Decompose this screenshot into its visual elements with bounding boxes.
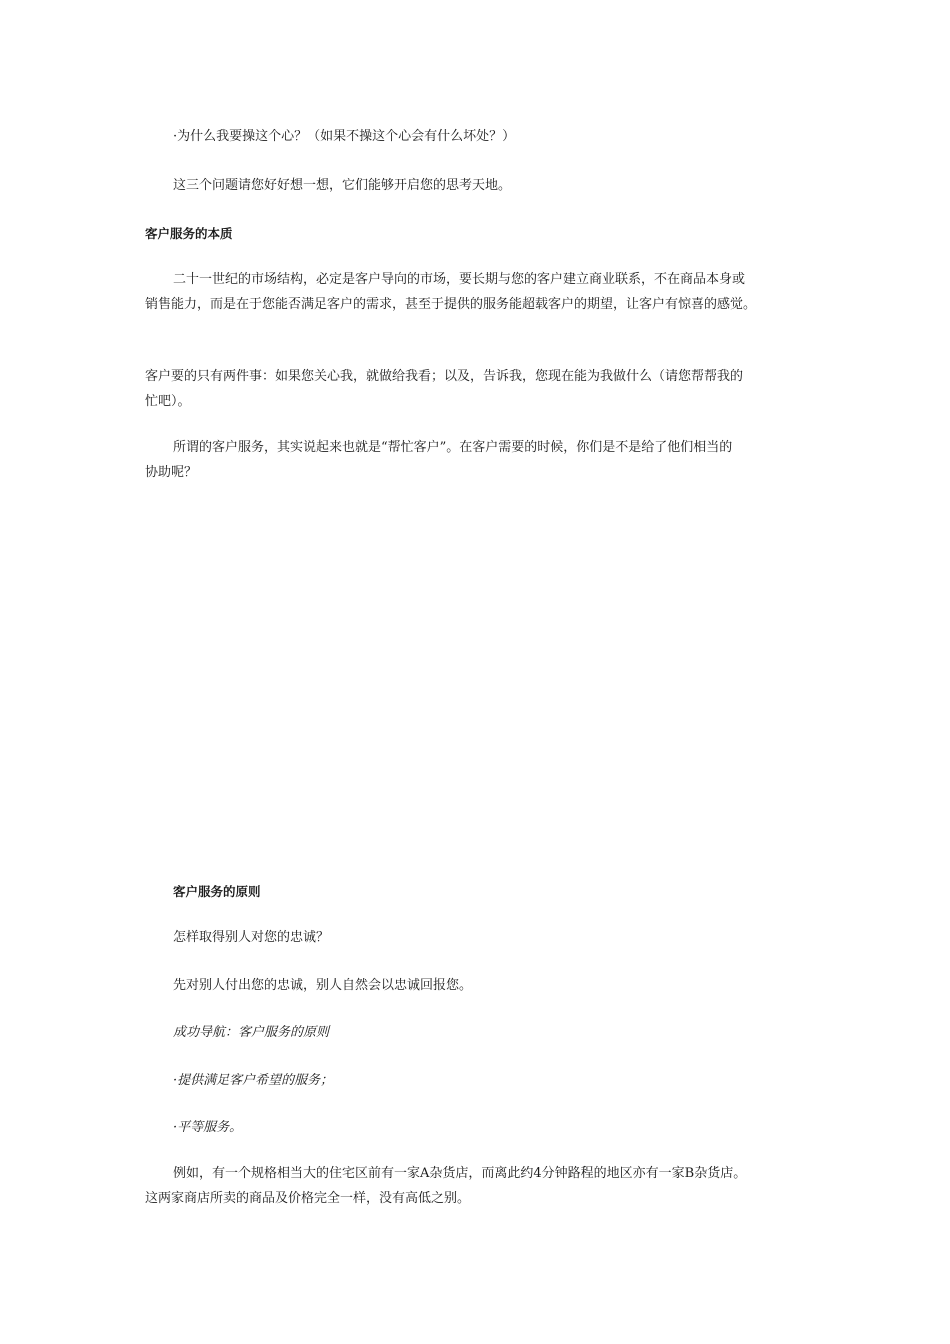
bullet-question: ·为什么我要操这个心？（如果不操这个心会有什么坏处？） [173, 129, 516, 144]
essence-paragraph-line: 销售能力，而是在于您能否满足客户的需求，甚至于提供的服务能超载客户的期望，让客户有惊喜的感觉。 [145, 297, 757, 312]
section-heading-principles: 客户服务的原则 [173, 884, 261, 899]
section-heading-essence: 客户服务的本质 [145, 226, 233, 241]
service-paragraph-line: 所谓的客户服务，其实说起来也就是“帮忙客户”。在客户需要的时候，你们是不是给了他们相当的 [173, 440, 733, 455]
example-paragraph-line: 这两家商店所卖的商品及价格完全一样，没有高低之别。 [145, 1191, 471, 1206]
needs-paragraph-line: 客户要的只有两件事：如果您关心我，就做给我看；以及，告诉我，您现在能为我做什么（请您帮帮我的 [145, 369, 744, 384]
example-paragraph-line: 例如，有一个规格相当大的住宅区前有一家A杂货店，而离此约4分钟路程的地区亦有一家B杂货店。 [173, 1166, 747, 1181]
principle-bullet: ·提供满足客户希望的服务； [173, 1073, 334, 1088]
loyalty-question: 怎样取得别人对您的忠诚？ [173, 930, 330, 945]
service-paragraph-line: 协助呢？ [145, 465, 198, 480]
principle-bullet: ·平等服务。 [173, 1120, 243, 1135]
loyalty-answer: 先对别人付出您的忠诚，别人自然会以忠诚回报您。 [173, 978, 473, 993]
think-paragraph: 这三个问题请您好好想一想，它们能够开启您的思考天地。 [173, 178, 512, 193]
nav-title: 成功导航：客户服务的原则 [173, 1025, 330, 1040]
needs-paragraph-line: 忙吧）。 [145, 394, 191, 409]
essence-paragraph-line: 二十一世纪的市场结构，必定是客户导向的市场，要长期与您的客户建立商业联系，不在商品本身或 [173, 272, 746, 287]
